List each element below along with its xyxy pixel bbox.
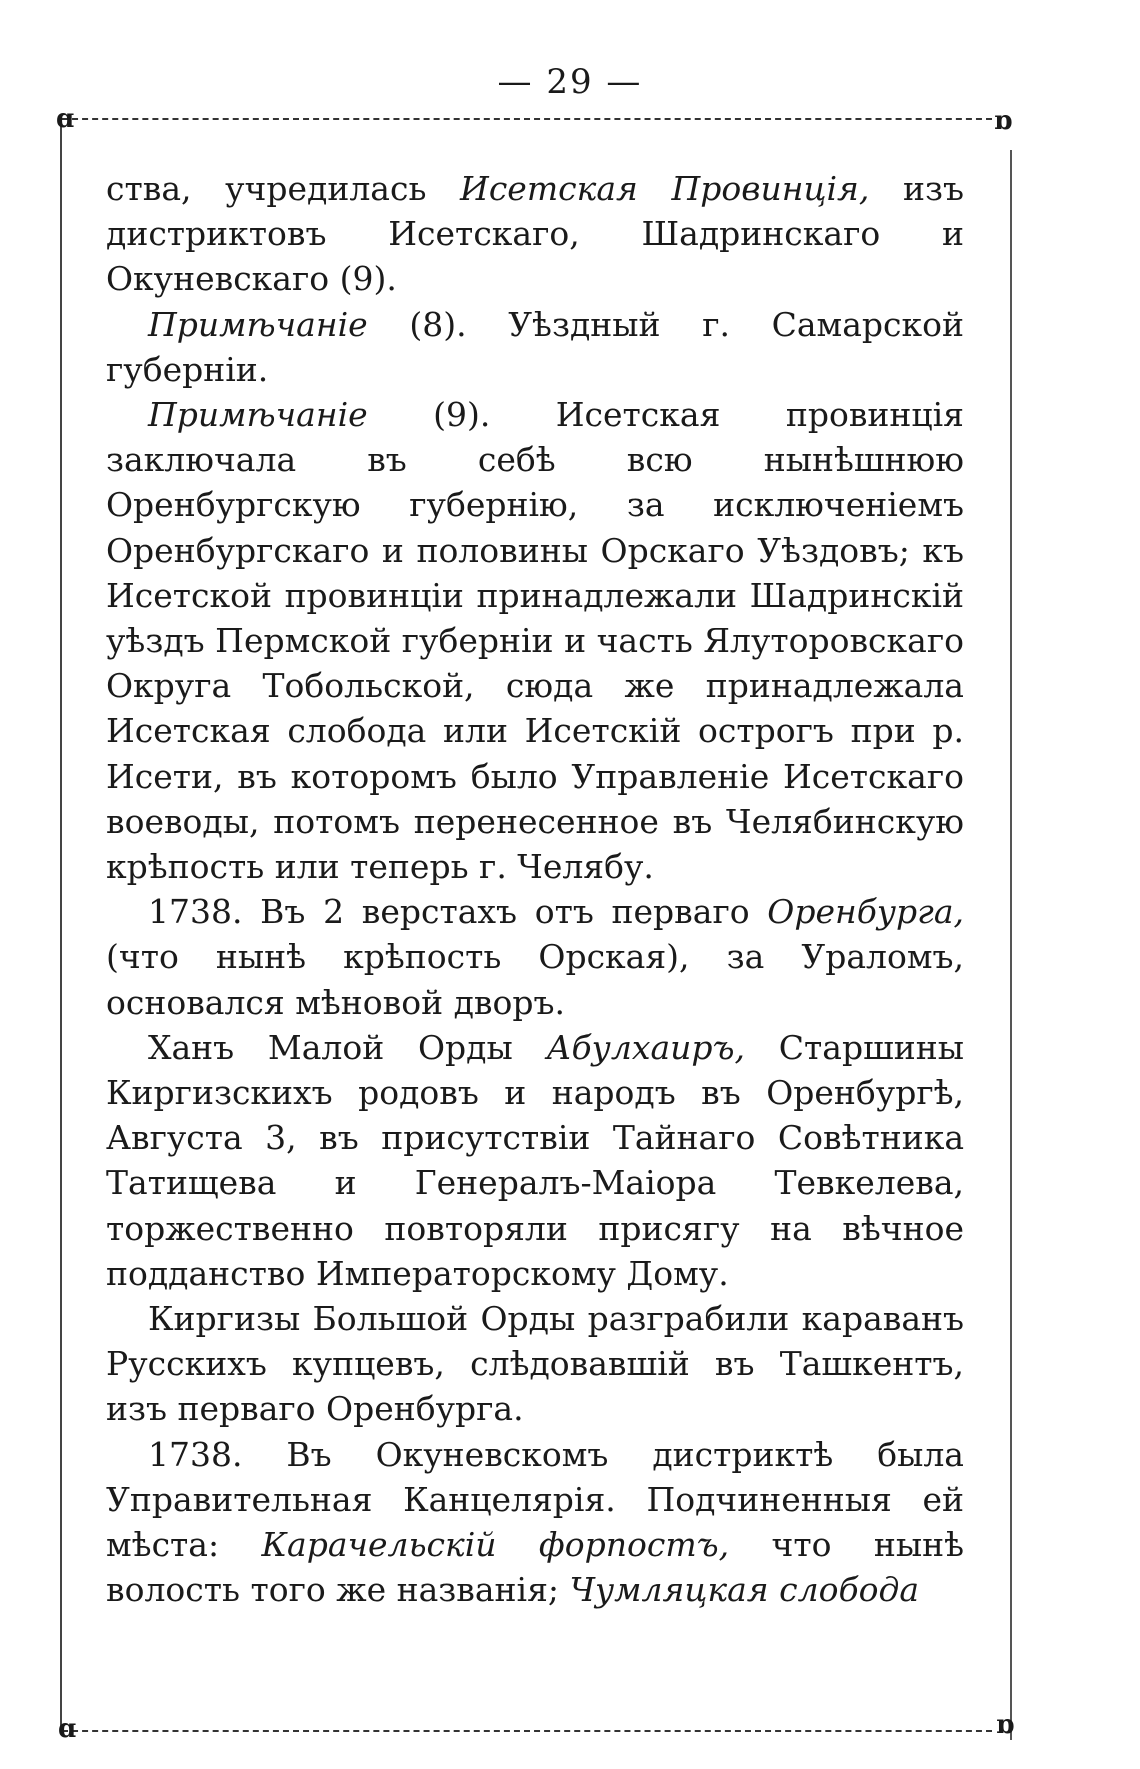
paragraph xyxy=(106,1025,964,1296)
text-segment: Старшины Киргизскихъ родовъ и народъ въ Оренбургѣ, Августа 3, въ присутствіи Тайнаго Совѣтника Татищева и Генералъ-Маіора Тевкелева, торжественно повторяли присягу на вѣчное подданство Императорскому Дому. xyxy=(106,1027,964,1293)
page-number: — 29 — xyxy=(497,62,643,102)
text-segment-italic: Оренбурга, xyxy=(767,892,964,932)
paragraph xyxy=(106,302,964,392)
paragraph xyxy=(106,166,964,302)
text-segment: ства, учредилась xyxy=(106,169,461,208)
text-segment: (8). Уѣздный г. Самарской губерніи. xyxy=(106,304,964,389)
paragraph xyxy=(106,1296,964,1432)
text-segment-italic: Чумляцкая слобода xyxy=(569,1570,920,1610)
text-segment-italic: Примѣчаніе xyxy=(148,395,368,435)
text-segment: Ханъ Малой Орды xyxy=(148,1027,547,1067)
text-segment: что нынѣ волость того же названія; xyxy=(106,1525,964,1610)
text-segment-italic: Карачельскій форпостъ, xyxy=(261,1525,730,1565)
corner-ornament-top-right-icon: ɒ xyxy=(994,106,1013,136)
text-segment-italic: Абулхаиръ, xyxy=(546,1027,745,1067)
frame-bottom-rule xyxy=(62,1730,992,1732)
text-segment-italic: Исетская Провинція, xyxy=(460,169,870,208)
text-segment: изъ дистриктовъ Исетскаго, Шадринскаго и Окуневскаго (9). xyxy=(106,169,965,299)
frame-right-rule xyxy=(1010,150,1012,1740)
text-segment: 1738. Въ Окуневскомъ дистриктѣ была Управительная Канцелярія. Подчиненныя ей мѣста: xyxy=(106,1434,964,1565)
frame-left-rule xyxy=(60,118,62,1730)
corner-ornament-bottom-left-icon: ɑ xyxy=(58,1714,77,1744)
text-segment-italic: Примѣчаніе xyxy=(148,304,368,344)
frame-top-rule xyxy=(62,118,992,120)
text-segment: Киргизы Большой Орды разграбили караванъ Русскихъ купцевъ, слѣдовавшій въ Ташкентъ, изъ перваго Оренбурга. xyxy=(106,1299,964,1429)
body-text xyxy=(106,166,964,1613)
corner-ornament-bottom-right-icon: ɒ xyxy=(996,1710,1015,1740)
paragraph xyxy=(106,889,964,1025)
paragraph xyxy=(106,1432,964,1613)
text-segment: (что нынѣ крѣпость Орская), за Ураломъ, основался мѣновой дворъ. xyxy=(106,937,964,1022)
corner-ornament-top-left-icon: ɑ xyxy=(56,104,75,134)
paragraph xyxy=(106,392,964,889)
text-segment: 1738. Въ 2 верстахъ отъ перваго xyxy=(148,892,768,932)
text-segment: (9). Исетская провинція заключала въ себѣ всю нынѣшнюю Оренбургскую губернію, за исключеніемъ Оренбургскаго и половины Орскаго Уѣздовъ; къ Исетской провинціи принадлежали Шадринскій уѣздъ Пермской губерніи и часть Ялуторовскаго Округа Тобольской, сюда же принадлежала Исетская слобода или Исетскій острогъ при р. Исети, въ которомъ было Управленіе Исетскаго воеводы, потомъ перенесенное въ Челябинскую крѣпость или теперь г. Челябу. xyxy=(106,395,964,887)
